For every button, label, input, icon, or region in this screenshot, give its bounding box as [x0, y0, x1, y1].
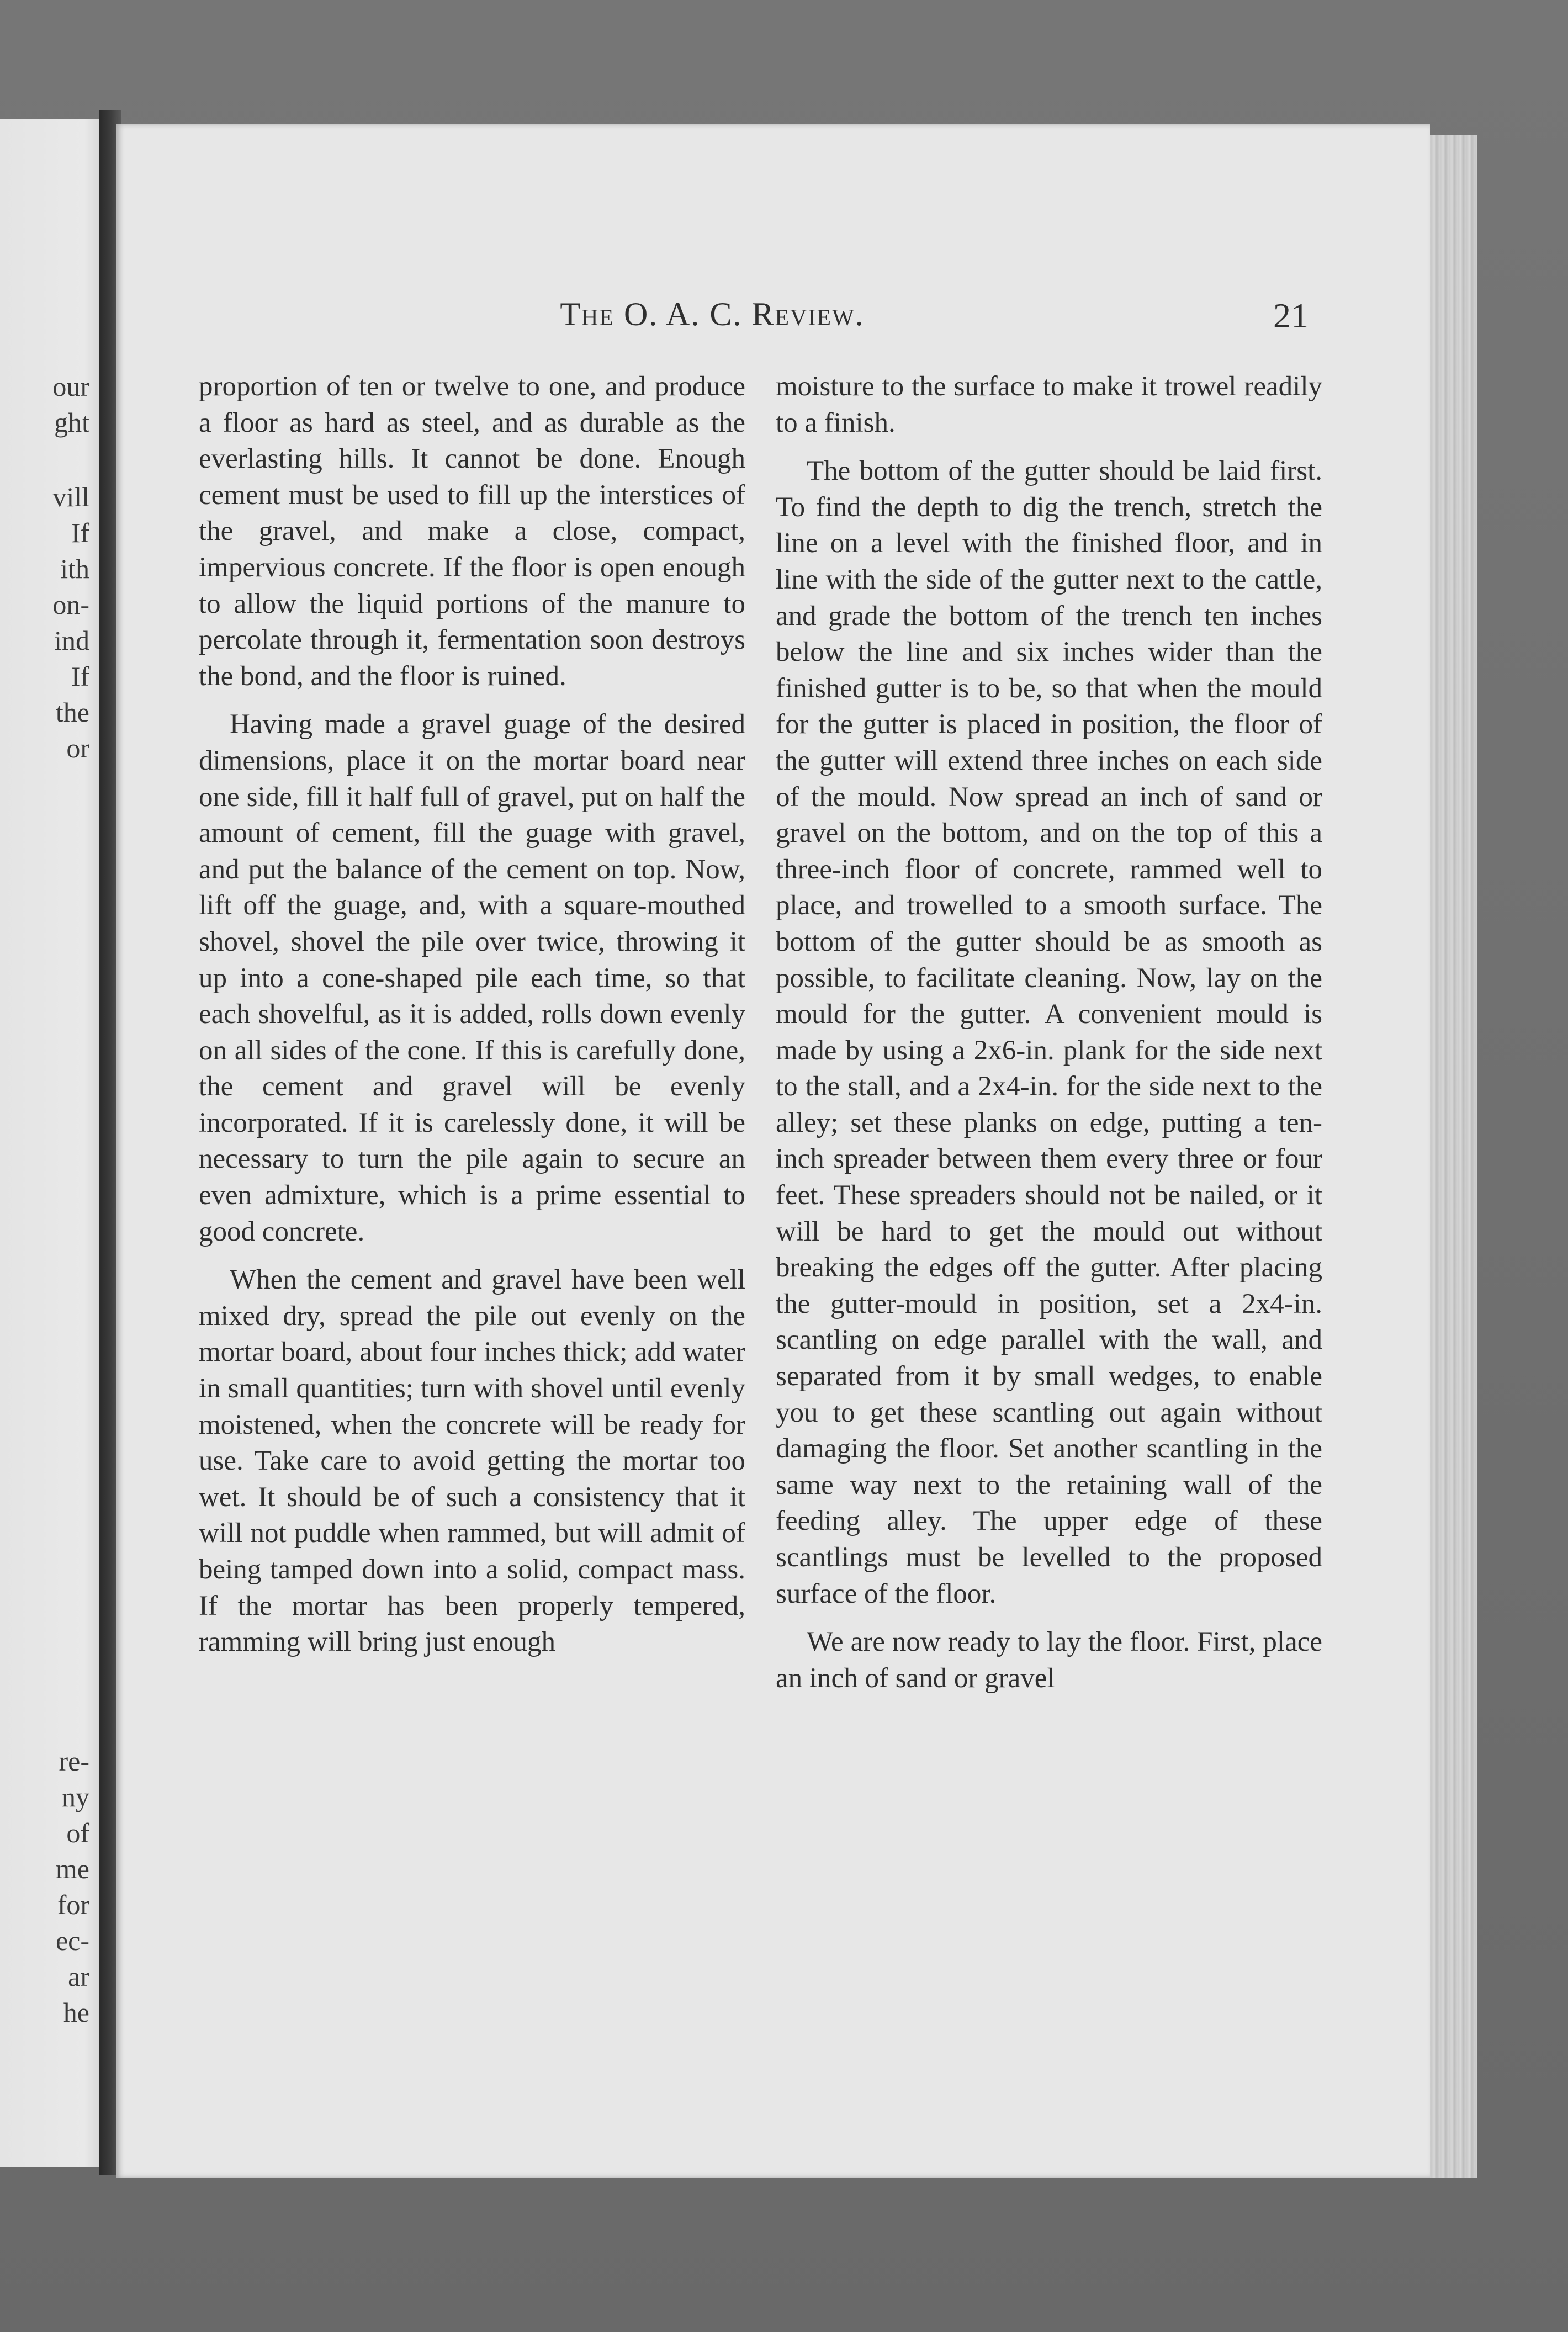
previous-page-fragment: If: [71, 661, 89, 692]
previous-page-edge: [0, 119, 106, 2167]
previous-page-fragment: ar: [68, 1961, 89, 1992]
paragraph: When the cement and gravel have been well mixed dry, spread the pile out evenly on the mortar board, about four inches thick; add water in small quantities; turn with shovel until evenly moistened, when the concrete will be ready for use. Take care to avoid getting the mortar too wet. It should be of such a consistency that it will not puddle when rammed, but will admit of being tamped down into a solid, compact mass. If the mortar has been properly tempered, ramming will bring just enough: [199, 1264, 745, 1658]
previous-page-fragment: me: [55, 1853, 89, 1884]
previous-page-fragment: ght: [54, 407, 89, 438]
previous-page-fragment: for: [57, 1889, 89, 1920]
previous-page-fragment: ec-: [55, 1925, 89, 1956]
paragraph: We are now ready to lay the floor. First, place an inch of sand or gravel: [776, 1626, 1322, 1694]
previous-page-fragment: the: [55, 697, 89, 728]
page-header: [116, 295, 1309, 345]
previous-page-fragment: of: [66, 1817, 89, 1848]
previous-page-fragment: ny: [62, 1782, 89, 1812]
previous-page-fragment: vill: [52, 481, 89, 512]
previous-page-fragment: ith: [60, 553, 89, 584]
previous-page-fragment: or: [66, 733, 89, 764]
paragraph: Having made a gravel guage of the desired dimensions, place it on the mortar board near one side, fill it half full of gravel, put on half the amount of cement, fill the guage with gravel, and put the balance of the cement on top. Now, lift off the guage, and, with a square-mouthed shovel, shovel the pile over twice, throwing it up into a cone-shaped pile each time, so that each shovelful, as it is added, rolls down evenly on all sides of the cone. If this is carefully done, the cement and gravel will be evenly incorporated. If it is carelessly done, it will be necessary to turn the pile again to secure an even admixture, which is a prime essential to good concrete.: [199, 709, 745, 1247]
running-head: The O. A. C. Review.: [560, 296, 865, 332]
previous-page-fragment: on-: [52, 589, 89, 620]
left-text-column: [199, 369, 745, 1673]
right-text-column: [776, 369, 1322, 1709]
paragraph: moisture to the surface to make it trowel readily to a finish.: [776, 371, 1322, 438]
previous-page-fragment: re-: [59, 1746, 89, 1777]
page-number: 21: [1273, 296, 1309, 335]
previous-page-fragment: our: [52, 371, 89, 402]
previous-page-fragment: If: [71, 517, 89, 548]
paragraph: The bottom of the gutter should be laid first. To find the depth to dig the trench, stretch the line on a level with the finished floor, and in line with the side of the gutter next to the cattle, and grade the bottom of the trench ten inches below the line and six inches wider than the finished gutter is to be, so that when the mould for the gutter is placed in position, the floor of the gutter will extend three inches on each side of the mould. Now spread an inch of sand or gravel on the bottom, and on the top of this a three-inch floor of concrete, rammed well to place, and trowelled to a smooth surface. The bottom of the gutter should be as smooth as possible, to facilitate cleaning. Now, lay on the mould for the gutter. A convenient mould is made by using a 2x6-in. plank for the side next to the stall, and a 2x4-in. for the side next to the alley; set these planks on edge, putting a ten-inch spreader between them every three or four feet. These spreaders should not be nailed, or it will be hard to get the mould out without breaking the edges off the gutter. After placing the gutter-mould in position, set a 2x4-in. scantling on edge parallel with the wall, and separated from it by small wedges, to enable you to get these scantling out again without damaging the floor. Set another scantling in the same way next to the retaining wall of the feeding alley. The upper edge of these scantlings must be levelled to the proposed surface of the floor.: [776, 455, 1322, 1609]
previous-page-fragment: ind: [54, 625, 89, 656]
paragraph: proportion of ten or twelve to one, and produce a floor as hard as steel, and as durable as the everlasting hills. It cannot be done. Enough cement must be used to fill up the interstices of the gravel, and make a close, compact, impervious concrete. If the floor is open enough to allow the liquid portions of the manure to percolate through it, fermentation soon destroys the bond, and the floor is ruined.: [199, 371, 745, 692]
previous-page-fragment: he: [63, 1997, 89, 2028]
